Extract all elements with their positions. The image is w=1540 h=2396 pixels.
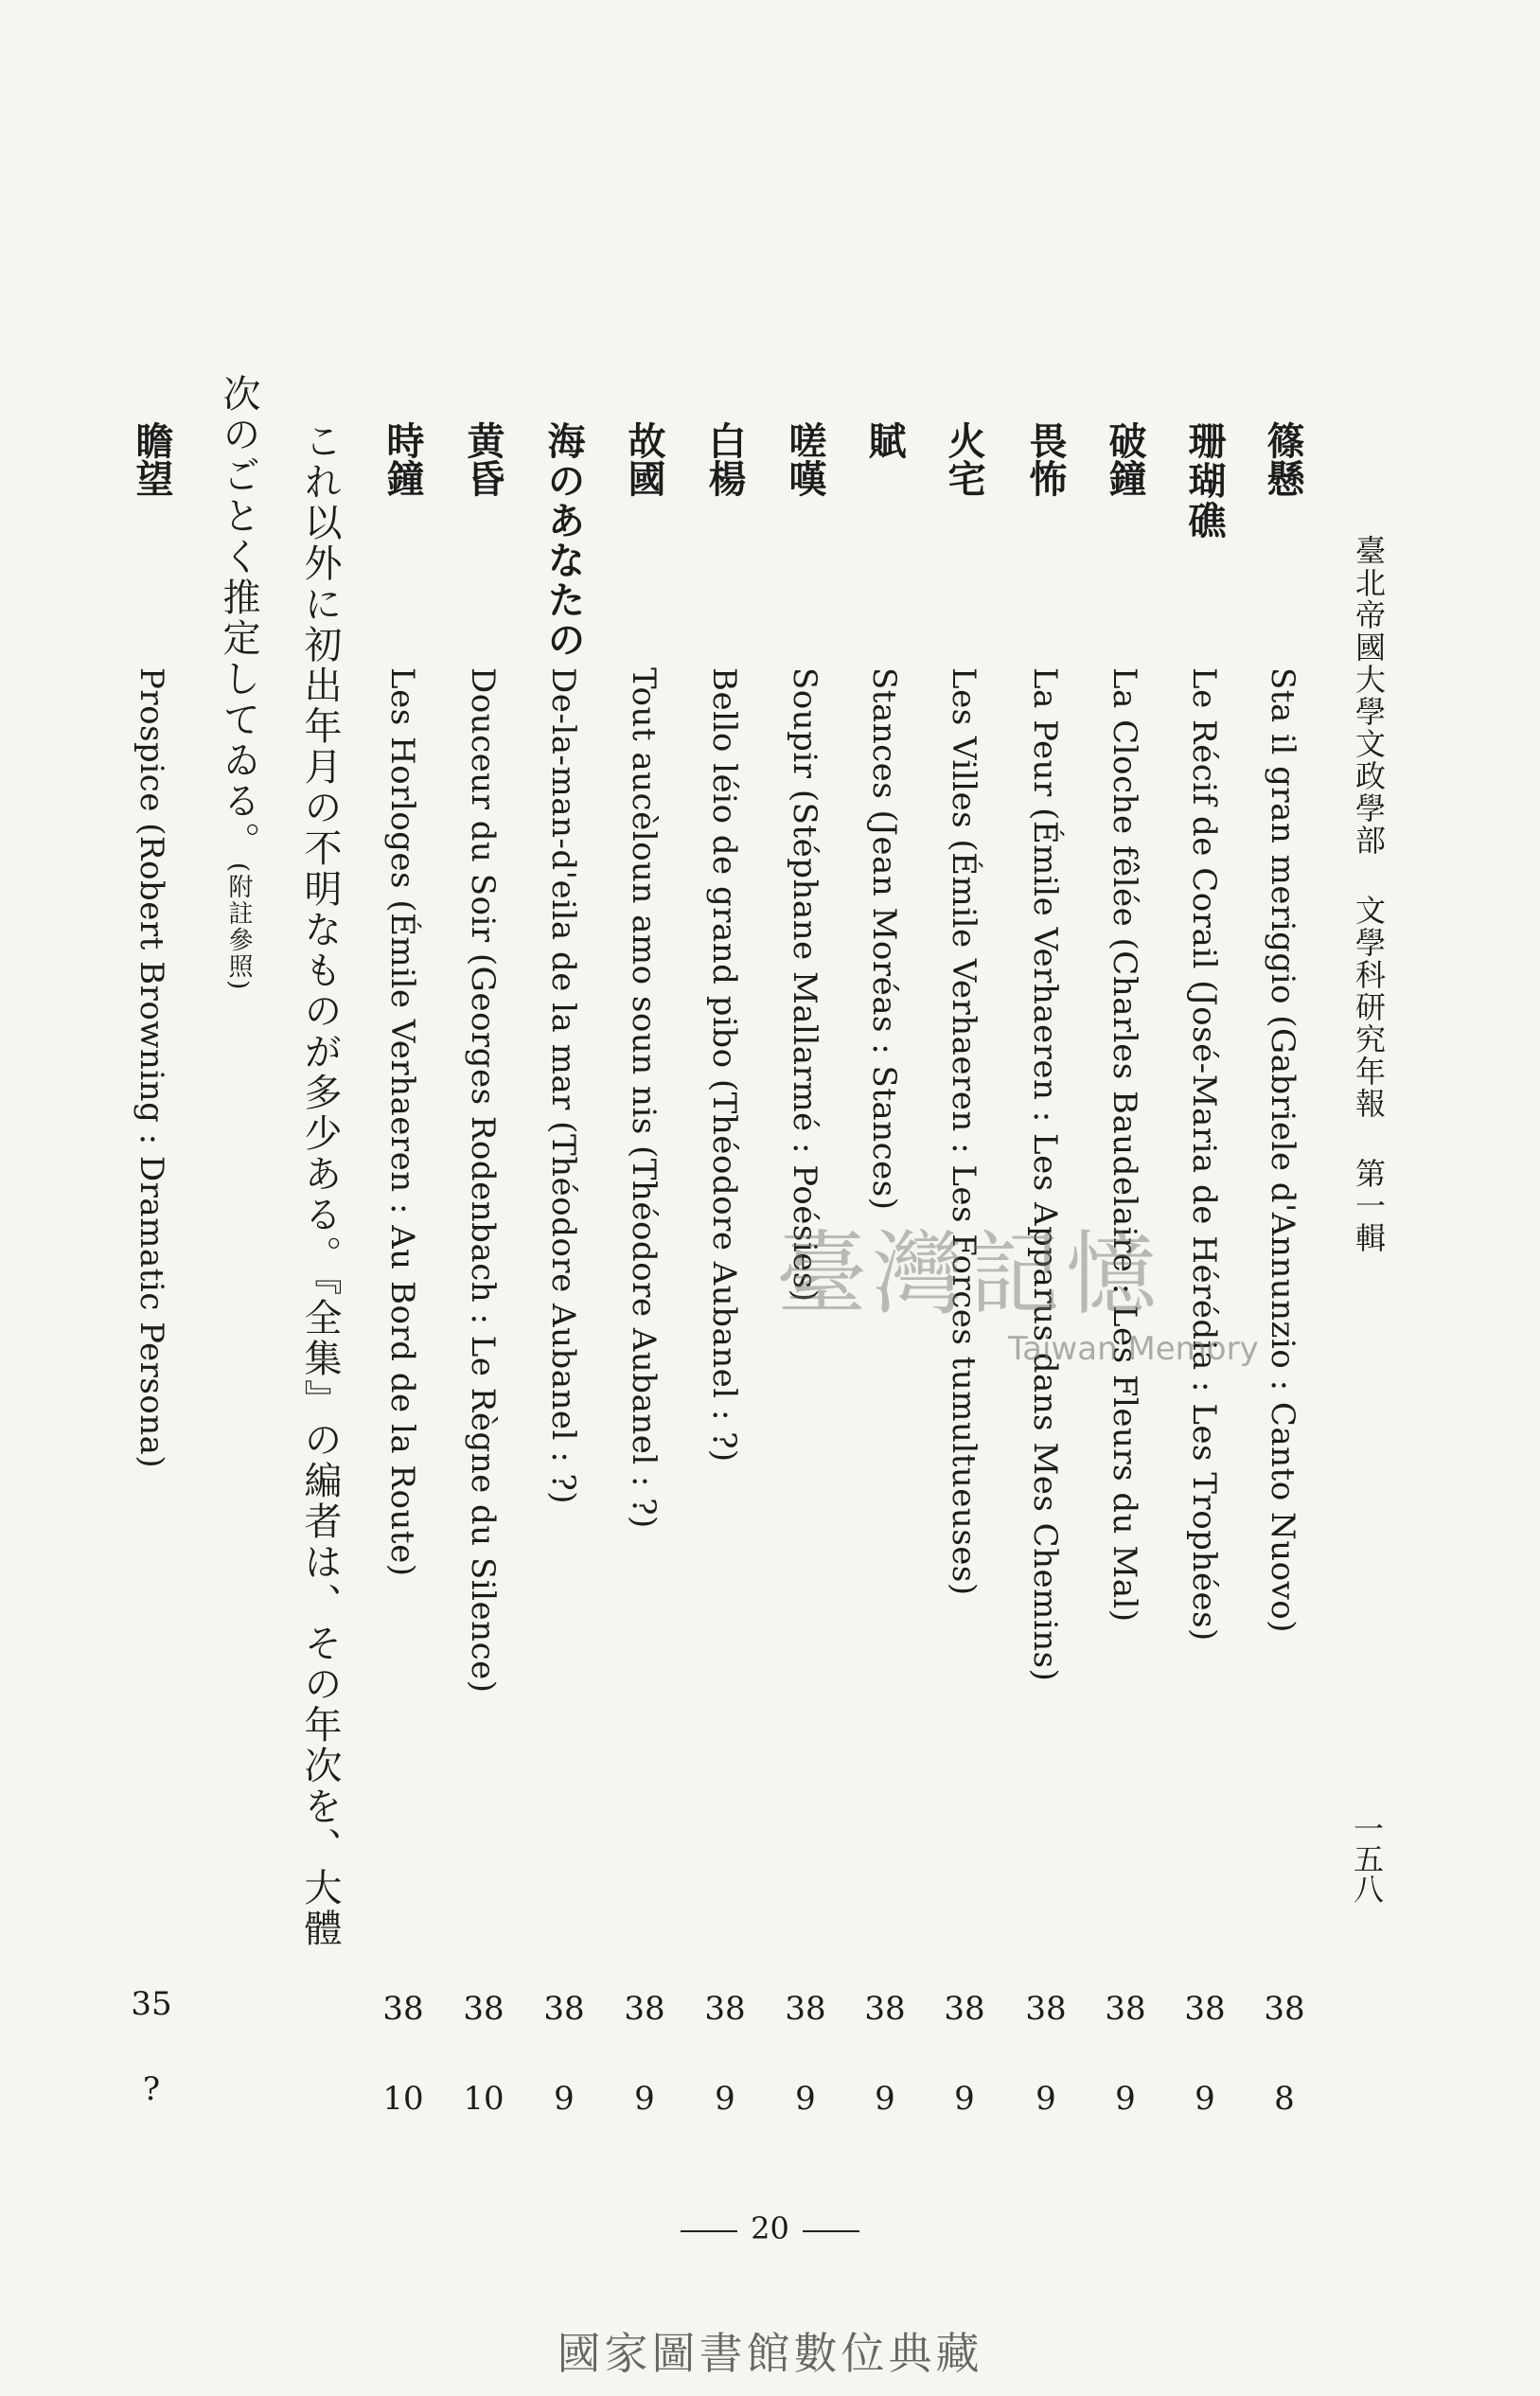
entry-title: 珊瑚礁 bbox=[1182, 421, 1227, 541]
paragraph-line-1: これ以外に初出年月の不明なものが多少ある。『全集』の編者は、その年次を、大體 bbox=[298, 421, 342, 1949]
entry-column bbox=[702, 421, 747, 1898]
paragraph-line-2 bbox=[217, 374, 260, 2106]
entry-month: 9 bbox=[1036, 2080, 1056, 2118]
entry-column bbox=[942, 421, 986, 1898]
entry-column bbox=[1182, 421, 1227, 1898]
entry-column bbox=[862, 421, 907, 1898]
paragraph-note: (附註參照) bbox=[224, 862, 253, 992]
entry-year: 38 bbox=[382, 1990, 424, 2028]
watermark-logo: 臺灣記憶 bbox=[776, 1221, 1162, 1327]
header-volume: 第一輯 bbox=[1351, 1158, 1387, 1254]
entry-original: Le Récif de Corail (José-Maria de Hérédia : Les Trophées) bbox=[1185, 667, 1223, 1642]
rule-right bbox=[803, 2230, 859, 2232]
rule-left bbox=[681, 2230, 737, 2232]
entry-column bbox=[783, 421, 827, 1898]
entry-month: 10 bbox=[382, 2080, 424, 2118]
entry-year: 38 bbox=[944, 1990, 985, 2028]
page-number-text: 20 bbox=[751, 2210, 789, 2246]
entry-original: Douceur du Soir (Georges Rodenbach : Le Règne du Silence) bbox=[464, 667, 502, 1694]
running-header bbox=[1351, 535, 1387, 1254]
entry-original: Tout aucèloun amo soun nis (Théodore Aubanel : ?) bbox=[625, 667, 663, 1529]
entry-month: 9 bbox=[554, 2080, 575, 2118]
entry-title: 黄昏 bbox=[461, 421, 505, 497]
entry-original: La Cloche fêlée (Charles Baudelaire : Les Fleurs du Mal) bbox=[1106, 667, 1143, 1623]
entry-column bbox=[130, 421, 174, 1898]
entry-original: Les Villes (Émile Verhaeren : Les Forces tumultueuses) bbox=[945, 667, 982, 1596]
entry-original: Soupir (Stéphane Mallarmé : Poésies) bbox=[786, 667, 823, 1303]
entry-month: 9 bbox=[875, 2080, 895, 2118]
header-institution: 臺北帝國大學文政學部 bbox=[1351, 535, 1387, 857]
entry-original: Les Horloges (Émile Verhaeren : Au Bord de la Route) bbox=[383, 667, 421, 1577]
entry-column bbox=[461, 421, 505, 1898]
entry-column bbox=[1023, 421, 1068, 1898]
entry-year: 38 bbox=[543, 1990, 585, 2028]
entry-title: 畏怖 bbox=[1023, 421, 1068, 497]
entry-column bbox=[1261, 421, 1305, 1898]
archive-footer: 國家圖書館數位典藏 bbox=[557, 2328, 983, 2379]
entry-title: 瞻望 bbox=[130, 421, 174, 497]
entry-month: 10 bbox=[463, 2080, 504, 2118]
paragraph-line-2-text: 次のごとく推定してゐる。 bbox=[217, 374, 260, 862]
entry-original: Stances (Jean Moréas : Stances) bbox=[865, 667, 903, 1211]
entry-year: 38 bbox=[704, 1990, 746, 2028]
entry-title: 火宅 bbox=[942, 421, 986, 497]
entry-month: 9 bbox=[715, 2080, 735, 2118]
entry-title: 嗟嘆 bbox=[783, 421, 827, 497]
entry-title: 海のあなたの bbox=[541, 421, 586, 660]
entry-year: 38 bbox=[785, 1990, 826, 2028]
entry-year: 35 bbox=[131, 1985, 172, 2023]
entry-month: 9 bbox=[1195, 2080, 1215, 2118]
entry-year: 38 bbox=[624, 1990, 665, 2028]
entry-title: 破鐘 bbox=[1103, 421, 1147, 497]
entry-month: 9 bbox=[634, 2080, 655, 2118]
entry-original: Sta il gran meriggio (Gabriele d'Annunzio : Canto Nuovo) bbox=[1264, 667, 1301, 1634]
entry-year: 38 bbox=[1264, 1990, 1305, 2028]
entry-year: 38 bbox=[463, 1990, 504, 2028]
entry-month: 9 bbox=[954, 2080, 975, 2118]
entry-month: 9 bbox=[1115, 2080, 1136, 2118]
entry-column bbox=[1103, 421, 1147, 1898]
header-series: 文學科研究年報 bbox=[1351, 895, 1387, 1120]
entry-year: 38 bbox=[1025, 1990, 1067, 2028]
entry-year: 38 bbox=[1184, 1990, 1226, 2028]
entry-month: 8 bbox=[1274, 2080, 1295, 2118]
page-number bbox=[0, 2210, 1540, 2246]
entry-month: ? bbox=[142, 2070, 161, 2108]
entry-title: 賦 bbox=[862, 421, 907, 461]
entry-year: 38 bbox=[1105, 1990, 1146, 2028]
entry-original: Prospice (Robert Browning : Dramatic Persona) bbox=[133, 667, 170, 1469]
entry-original: De-la-man-d'eila de la mar (Théodore Aubanel : ?) bbox=[544, 667, 582, 1504]
entry-column bbox=[622, 421, 666, 1898]
watermark-text: Taiwan Memory bbox=[1008, 1330, 1259, 1368]
entry-title: 白楊 bbox=[702, 421, 747, 497]
entry-title: 篠懸 bbox=[1261, 421, 1305, 497]
entry-year: 38 bbox=[864, 1990, 906, 2028]
entry-column bbox=[541, 421, 586, 1898]
entry-month: 9 bbox=[795, 2080, 816, 2118]
entry-original: La Peur (Émile Verhaeren : Les Apparus dans Mes Chemins) bbox=[1026, 667, 1064, 1682]
entry-title: 時鐘 bbox=[381, 421, 425, 497]
entry-title: 故國 bbox=[622, 421, 666, 497]
entry-original: Bello léio de grand pibo (Théodore Aubanel : ?) bbox=[705, 667, 743, 1463]
entry-column bbox=[381, 421, 425, 1898]
folio-number: 一五八 bbox=[1349, 1813, 1385, 1904]
